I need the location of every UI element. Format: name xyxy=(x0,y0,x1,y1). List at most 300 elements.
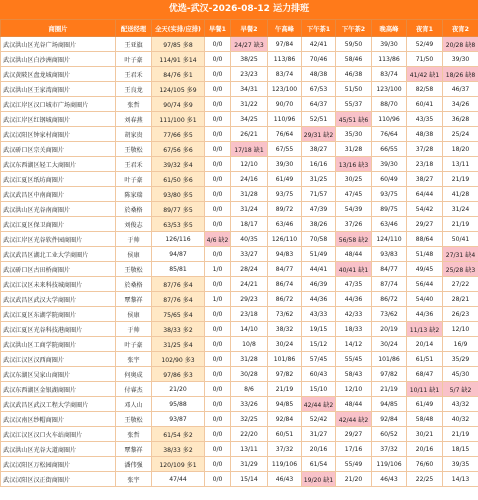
slot-cell: 33/27 xyxy=(231,247,268,262)
column-header[interactable]: 夜宵2 xyxy=(443,20,478,37)
slot-cell: 31/28 xyxy=(231,187,268,202)
slot-cell: 102/90 多3 xyxy=(152,352,205,367)
table-row[interactable] xyxy=(1,112,478,127)
table-row[interactable] xyxy=(1,67,478,82)
table-row[interactable] xyxy=(1,382,478,397)
slot-cell: 63/53 多5 xyxy=(152,217,205,232)
slot-cell: 61/51 xyxy=(407,352,443,367)
table-row[interactable] xyxy=(1,367,478,382)
slot-cell: 33/26 xyxy=(231,397,268,412)
slot-cell: 54/40 xyxy=(407,292,443,307)
slot-cell: 73/62 xyxy=(372,307,407,322)
slot-cell: 58/48 xyxy=(407,412,443,427)
slot-cell: 92/84 xyxy=(268,412,302,427)
table-row[interactable] xyxy=(1,322,478,337)
store-cell: 武汉武昌区中南商圈片 xyxy=(1,187,116,202)
slot-cell: 30/21 xyxy=(407,427,443,442)
slot-cell: 15/12 xyxy=(302,337,336,352)
slot-cell: 0/0 xyxy=(205,97,231,112)
slot-cell: 16/16 xyxy=(302,157,336,172)
manager-cell: 陈家瑞 xyxy=(116,187,152,202)
store-cell: 武汉江夏区东湖学院商圈片 xyxy=(1,307,116,322)
store-cell: 武汉江汉区汉口火车站商圈片 xyxy=(1,427,116,442)
store-cell: 武汉洪山区光谷广场商圈片 xyxy=(1,37,116,52)
manager-cell: 张宇 xyxy=(116,472,152,487)
manager-cell: 覃黎祥 xyxy=(116,442,152,457)
store-cell: 武汉江岸区汉口城市广场商圈片 xyxy=(1,97,116,112)
slot-cell: 26/23 xyxy=(443,307,478,322)
slot-cell: 14/12 xyxy=(336,337,372,352)
column-header[interactable]: 午高峰 xyxy=(268,20,302,37)
slot-cell: 77/66 多5 xyxy=(152,127,205,142)
table-row[interactable] xyxy=(1,127,478,142)
manager-cell: 于帅 xyxy=(116,232,152,247)
slot-cell: 50/41 xyxy=(443,232,478,247)
slot-cell: 39/30 xyxy=(268,157,302,172)
table-row[interactable] xyxy=(1,247,478,262)
slot-cell: 31/24 xyxy=(443,202,478,217)
manager-cell: 王敬松 xyxy=(116,262,152,277)
slot-cell: 0/0 xyxy=(205,202,231,217)
store-cell: 武汉江汉区未来科技城商圈片 xyxy=(1,277,116,292)
slot-cell: 36/28 xyxy=(443,112,478,127)
slot-cell: 12/10 xyxy=(443,322,478,337)
slot-cell: 18/15 xyxy=(443,442,478,457)
schedule-table xyxy=(0,19,478,487)
slot-cell: 20/28 缺8 xyxy=(443,37,478,52)
slot-cell: 26/21 xyxy=(231,127,268,142)
slot-cell: 68/47 xyxy=(407,367,443,382)
column-header[interactable]: 下午茶1 xyxy=(302,20,336,37)
store-cell: 武汉汉阳区万松园商圈片 xyxy=(1,457,116,472)
slot-cell: 60/41 xyxy=(407,97,443,112)
table-row[interactable] xyxy=(1,397,478,412)
slot-cell: 94/83 xyxy=(268,247,302,262)
manager-cell: 刘俊志 xyxy=(116,217,152,232)
slot-cell: 83/74 xyxy=(372,67,407,82)
slot-cell: 38/27 xyxy=(302,142,336,157)
table-row[interactable] xyxy=(1,37,478,52)
table-row[interactable] xyxy=(1,97,478,112)
slot-cell: 11/13 缺2 xyxy=(407,322,443,337)
manager-cell: 于帅 xyxy=(116,322,152,337)
slot-cell: 56/58 缺2 xyxy=(336,232,372,247)
store-cell: 武汉江岸区红钢城商圈片 xyxy=(1,112,116,127)
slot-cell: 90/74 多9 xyxy=(152,97,205,112)
slot-cell: 64/37 xyxy=(302,97,336,112)
slot-cell: 44/36 xyxy=(302,292,336,307)
slot-cell: 31/24 xyxy=(231,202,268,217)
table-row[interactable] xyxy=(1,82,478,97)
store-cell: 武汉江夏区保卫商圈片 xyxy=(1,217,116,232)
slot-cell: 55/49 xyxy=(336,457,372,472)
slot-cell: 42/44 缺2 xyxy=(336,412,372,427)
slot-cell: 39/30 xyxy=(372,37,407,52)
slot-cell: 113/86 xyxy=(268,52,302,67)
slot-cell: 42/41 xyxy=(302,37,336,52)
slot-cell: 45/51 缺6 xyxy=(336,112,372,127)
table-row[interactable] xyxy=(1,427,478,442)
slot-cell: 20/16 xyxy=(302,442,336,457)
table-row[interactable] xyxy=(1,262,478,277)
manager-cell: 王敬松 xyxy=(116,412,152,427)
slot-cell: 97/82 xyxy=(268,367,302,382)
column-header[interactable]: 早餐1 xyxy=(205,20,231,37)
slot-cell: 61/54 xyxy=(302,457,336,472)
slot-cell: 31/25 多4 xyxy=(152,337,205,352)
slot-cell: 51/48 xyxy=(407,247,443,262)
slot-cell: 1/0 xyxy=(205,262,231,277)
column-header[interactable]: 早餐2 xyxy=(231,20,268,37)
slot-cell: 87/76 多4 xyxy=(152,292,205,307)
slot-cell: 13/16 缺3 xyxy=(336,157,372,172)
slot-cell: 48/44 xyxy=(336,247,372,262)
slot-cell: 101/86 xyxy=(372,352,407,367)
slot-cell: 21/20 xyxy=(336,472,372,487)
slot-cell: 30/24 xyxy=(372,337,407,352)
table-row[interactable] xyxy=(1,337,478,352)
slot-cell: 40/32 xyxy=(443,412,478,427)
slot-cell: 75/65 多4 xyxy=(152,307,205,322)
slot-cell: 88/70 xyxy=(372,97,407,112)
slot-cell: 0/0 xyxy=(205,187,231,202)
table-row[interactable] xyxy=(1,352,478,367)
slot-cell: 70/46 xyxy=(302,52,336,67)
slot-cell: 13/11 xyxy=(231,442,268,457)
slot-cell: 55/45 xyxy=(336,352,372,367)
slot-cell: 88/64 xyxy=(407,232,443,247)
slot-cell: 124/105 多9 xyxy=(152,82,205,97)
manager-cell: 於桑格 xyxy=(116,277,152,292)
slot-cell: 18/17 xyxy=(231,217,268,232)
slot-cell: 44/36 xyxy=(336,292,372,307)
slot-cell: 21/19 xyxy=(443,217,478,232)
slot-cell: 71/50 xyxy=(407,52,443,67)
table-row[interactable] xyxy=(1,202,478,217)
slot-cell: 51/50 xyxy=(336,82,372,97)
slot-cell: 34/25 xyxy=(231,112,268,127)
slot-cell: 0/0 xyxy=(205,427,231,442)
slot-cell: 48/38 xyxy=(302,67,336,82)
table-row[interactable] xyxy=(1,307,478,322)
slot-cell: 120/109 多1 xyxy=(152,457,205,472)
store-cell: 武汉东西湖区轻工大商圈片 xyxy=(1,157,116,172)
slot-cell: 25/24 xyxy=(443,127,478,142)
slot-cell: 38/26 xyxy=(302,217,336,232)
slot-cell: 29/27 xyxy=(336,427,372,442)
slot-cell: 71/57 xyxy=(302,187,336,202)
slot-cell: 47/44 xyxy=(152,472,205,487)
slot-cell: 43/35 xyxy=(407,112,443,127)
slot-cell: 0/0 xyxy=(205,367,231,382)
slot-cell: 47/39 xyxy=(302,202,336,217)
slot-cell: 0/0 xyxy=(205,127,231,142)
store-cell: 武汉黄陂区盘龙城商圈片 xyxy=(1,67,116,82)
slot-cell: 124/110 xyxy=(372,232,407,247)
manager-cell: 王君禾 xyxy=(116,157,152,172)
slot-cell: 97/84 xyxy=(268,37,302,52)
slot-cell: 56/44 xyxy=(407,277,443,292)
slot-cell: 46/39 xyxy=(302,277,336,292)
slot-cell: 119/106 xyxy=(372,457,407,472)
slot-cell: 42/33 xyxy=(336,307,372,322)
slot-cell: 25/28 缺3 xyxy=(443,262,478,277)
slot-cell: 60/51 xyxy=(268,427,302,442)
slot-cell: 113/86 xyxy=(372,52,407,67)
slot-cell: 39/35 xyxy=(443,457,478,472)
slot-cell: 83/74 xyxy=(268,67,302,82)
slot-cell: 89/75 xyxy=(372,202,407,217)
store-cell: 武汉汉阳区汉正街商圈片 xyxy=(1,472,116,487)
slot-cell: 84/77 xyxy=(268,262,302,277)
slot-cell: 89/77 多5 xyxy=(152,202,205,217)
header-row xyxy=(1,20,478,37)
slot-cell: 24/21 xyxy=(231,277,268,292)
slot-cell: 0/0 xyxy=(205,172,231,187)
slot-cell: 8/6 xyxy=(231,382,268,397)
table-row[interactable] xyxy=(1,292,478,307)
slot-cell: 85/81 xyxy=(152,262,205,277)
column-header[interactable]: 下午茶2 xyxy=(336,20,372,37)
store-cell: 武汉武昌区武汉大学商圈片 xyxy=(1,292,116,307)
slot-cell: 0/0 xyxy=(205,112,231,127)
slot-cell: 52/51 xyxy=(302,112,336,127)
slot-cell: 10/11 缺1 xyxy=(407,382,443,397)
manager-cell: 於桑格 xyxy=(116,202,152,217)
store-cell: 武汉洪山区光谷大道商圈片 xyxy=(1,442,116,457)
slot-cell: 46/38 xyxy=(336,67,372,82)
slot-cell: 20/16 xyxy=(407,442,443,457)
manager-cell: 王亚旗 xyxy=(116,37,152,52)
slot-cell: 86/72 xyxy=(268,292,302,307)
slot-cell: 61/50 多6 xyxy=(152,172,205,187)
slot-cell: 27/31 缺4 xyxy=(443,247,478,262)
slot-cell: 21/19 xyxy=(268,382,302,397)
slot-cell: 119/106 xyxy=(268,457,302,472)
slot-cell: 93/80 多5 xyxy=(152,187,205,202)
slot-cell: 35/30 xyxy=(336,127,372,142)
slot-cell: 114/91 多14 xyxy=(152,52,205,67)
store-cell: 武汉汉南区纱帽商圈片 xyxy=(1,412,116,427)
store-cell: 武汉江汉区汉西商圈片 xyxy=(1,352,116,367)
slot-cell: 23/23 xyxy=(231,67,268,82)
slot-cell: 63/46 xyxy=(372,217,407,232)
slot-cell: 61/49 xyxy=(268,172,302,187)
slot-cell: 29/23 xyxy=(231,292,268,307)
manager-cell: 付睿杰 xyxy=(116,382,152,397)
slot-cell: 0/0 xyxy=(205,457,231,472)
table-row[interactable] xyxy=(1,142,478,157)
slot-cell: 82/58 xyxy=(407,82,443,97)
manager-cell: 侯康 xyxy=(116,307,152,322)
table-row[interactable] xyxy=(1,187,478,202)
slot-cell: 0/0 xyxy=(205,277,231,292)
slot-cell: 14/13 xyxy=(443,472,478,487)
slot-cell: 52/42 xyxy=(302,412,336,427)
slot-cell: 43/32 xyxy=(443,397,478,412)
slot-cell: 0/0 xyxy=(205,397,231,412)
page-title: 优选-武汉-2026-08-12 运力排班 xyxy=(0,0,478,19)
slot-cell: 0/0 xyxy=(205,217,231,232)
slot-cell: 67/56 多6 xyxy=(152,142,205,157)
table-row[interactable] xyxy=(1,457,478,472)
slot-cell: 40/41 缺1 xyxy=(336,262,372,277)
store-cell: 武汉武昌区武汉工程大学商圈片 xyxy=(1,397,116,412)
store-cell: 武汉江夏区纸坊商圈片 xyxy=(1,172,116,187)
slot-cell: 38/33 多2 xyxy=(152,322,205,337)
slot-cell: 110/96 xyxy=(268,112,302,127)
slot-cell: 123/100 xyxy=(268,82,302,97)
table-row[interactable] xyxy=(1,277,478,292)
slot-cell: 13/11 xyxy=(443,157,478,172)
slot-cell: 31/28 xyxy=(231,352,268,367)
slot-cell: 0/0 xyxy=(205,412,231,427)
slot-cell: 0/0 xyxy=(205,247,231,262)
slot-cell: 67/53 xyxy=(302,82,336,97)
slot-cell: 40/35 xyxy=(231,232,268,247)
slot-cell: 16/9 xyxy=(443,337,478,352)
store-cell: 武汉东西湖区金银湖商圈片 xyxy=(1,382,116,397)
table-row[interactable] xyxy=(1,217,478,232)
slot-cell: 38/33 多2 xyxy=(152,442,205,457)
table-row[interactable] xyxy=(1,412,478,427)
slot-cell: 18/33 xyxy=(336,322,372,337)
slot-cell: 5/7 缺2 xyxy=(443,382,478,397)
slot-cell: 49/45 xyxy=(407,262,443,277)
slot-cell: 37/28 xyxy=(407,142,443,157)
slot-cell: 22/20 xyxy=(231,427,268,442)
slot-cell: 110/96 xyxy=(372,112,407,127)
slot-cell: 76/64 xyxy=(372,127,407,142)
slot-cell: 34/26 xyxy=(443,97,478,112)
column-header[interactable]: 晚高峰 xyxy=(372,20,407,37)
slot-cell: 46/43 xyxy=(268,472,302,487)
slot-cell: 123/100 xyxy=(372,82,407,97)
slot-cell: 0/0 xyxy=(205,352,231,367)
slot-cell: 44/41 xyxy=(302,262,336,277)
slot-cell: 93/75 xyxy=(372,187,407,202)
manager-cell: 张宇 xyxy=(116,352,152,367)
store-cell: 武汉汉阳区钟家村商圈片 xyxy=(1,127,116,142)
manager-cell: 潘伟强 xyxy=(116,457,152,472)
slot-cell: 44/36 xyxy=(407,307,443,322)
slot-cell: 48/44 xyxy=(336,397,372,412)
store-cell: 武汉洪山区王家湾商圈片 xyxy=(1,82,116,97)
slot-cell: 63/46 xyxy=(268,217,302,232)
slot-cell: 23/18 xyxy=(231,307,268,322)
slot-cell: 60/49 xyxy=(372,172,407,187)
slot-cell: 10/8 xyxy=(231,337,268,352)
slot-cell: 0/0 xyxy=(205,382,231,397)
manager-cell: 刘春燕 xyxy=(116,112,152,127)
slot-cell: 57/45 xyxy=(302,352,336,367)
slot-cell: 14/10 xyxy=(231,322,268,337)
slot-cell: 29/31 缺2 xyxy=(302,127,336,142)
slot-cell: 28/24 xyxy=(231,262,268,277)
slot-cell: 0/0 xyxy=(205,37,231,52)
slot-cell: 61/54 多2 xyxy=(152,427,205,442)
column-header[interactable]: 商圈片 xyxy=(1,20,116,37)
manager-cell: 叶子豪 xyxy=(116,52,152,67)
slot-cell: 101/86 xyxy=(268,352,302,367)
slot-cell: 43/33 xyxy=(302,307,336,322)
slot-cell: 12/10 xyxy=(231,157,268,172)
slot-cell: 48/38 xyxy=(407,127,443,142)
slot-cell: 58/46 xyxy=(336,52,372,67)
table-row[interactable] xyxy=(1,232,478,247)
slot-cell: 93/83 xyxy=(372,247,407,262)
slot-cell: 0/0 xyxy=(205,337,231,352)
store-cell: 武汉武昌区湖北工业大学商圈片 xyxy=(1,247,116,262)
manager-cell: 覃黎祥 xyxy=(116,292,152,307)
slot-cell: 30/24 xyxy=(268,337,302,352)
slot-cell: 4/6 缺2 xyxy=(205,232,231,247)
slot-cell: 73/62 xyxy=(268,307,302,322)
slot-cell: 67/55 xyxy=(268,142,302,157)
slot-cell: 58/43 xyxy=(336,367,372,382)
slot-cell: 15/14 xyxy=(231,472,268,487)
slot-cell: 31/27 xyxy=(302,427,336,442)
slot-cell: 46/43 xyxy=(372,472,407,487)
table-row[interactable] xyxy=(1,172,478,187)
slot-cell: 76/60 xyxy=(407,457,443,472)
slot-cell: 21/19 xyxy=(443,172,478,187)
slot-cell: 54/39 xyxy=(336,202,372,217)
column-header[interactable]: 夜宵1 xyxy=(407,20,443,37)
slot-cell: 84/76 多1 xyxy=(152,67,205,82)
slot-cell: 38/27 xyxy=(407,172,443,187)
slot-cell: 32/25 xyxy=(231,412,268,427)
slot-cell: 86/72 xyxy=(372,292,407,307)
store-cell: 武汉洪山区光谷南商圈片 xyxy=(1,202,116,217)
manager-cell: 张哲 xyxy=(116,97,152,112)
slot-cell: 31/25 xyxy=(302,172,336,187)
slot-cell: 93/75 xyxy=(268,187,302,202)
slot-cell: 18/20 xyxy=(443,142,478,157)
slot-cell: 60/43 xyxy=(302,367,336,382)
table-row[interactable] xyxy=(1,472,478,487)
manager-cell: 侯康 xyxy=(116,247,152,262)
slot-cell: 51/49 xyxy=(302,247,336,262)
store-cell: 武汉江岸区光谷软件园商圈片 xyxy=(1,232,116,247)
slot-cell: 126/116 xyxy=(152,232,205,247)
slot-cell: 52/49 xyxy=(407,37,443,52)
table-row[interactable] xyxy=(1,157,478,172)
slot-cell: 70/58 xyxy=(302,232,336,247)
table-row[interactable] xyxy=(1,52,478,67)
table-row[interactable] xyxy=(1,442,478,457)
slot-cell: 38/25 xyxy=(231,52,268,67)
slot-cell: 54/42 xyxy=(407,202,443,217)
slot-cell: 66/55 xyxy=(372,142,407,157)
slot-cell: 0/0 xyxy=(205,157,231,172)
slot-cell: 87/74 xyxy=(372,277,407,292)
slot-cell: 46/37 xyxy=(443,82,478,97)
slot-cell: 111/100 多1 xyxy=(152,112,205,127)
store-cell: 武汉东湖区吴家山商圈片 xyxy=(1,367,116,382)
manager-cell: 张哲 xyxy=(116,427,152,442)
slot-cell: 12/10 xyxy=(336,382,372,397)
slot-cell: 0/0 xyxy=(205,52,231,67)
slot-cell: 0/0 xyxy=(205,142,231,157)
slot-cell: 64/44 xyxy=(407,187,443,202)
column-header[interactable]: 配送经理 xyxy=(116,20,152,37)
slot-cell: 76/64 xyxy=(268,127,302,142)
slot-cell: 24/27 缺3 xyxy=(231,37,268,52)
slot-cell: 0/0 xyxy=(205,307,231,322)
slot-cell: 1/0 xyxy=(205,292,231,307)
column-header[interactable]: 全天(实排/应排) xyxy=(152,20,205,37)
